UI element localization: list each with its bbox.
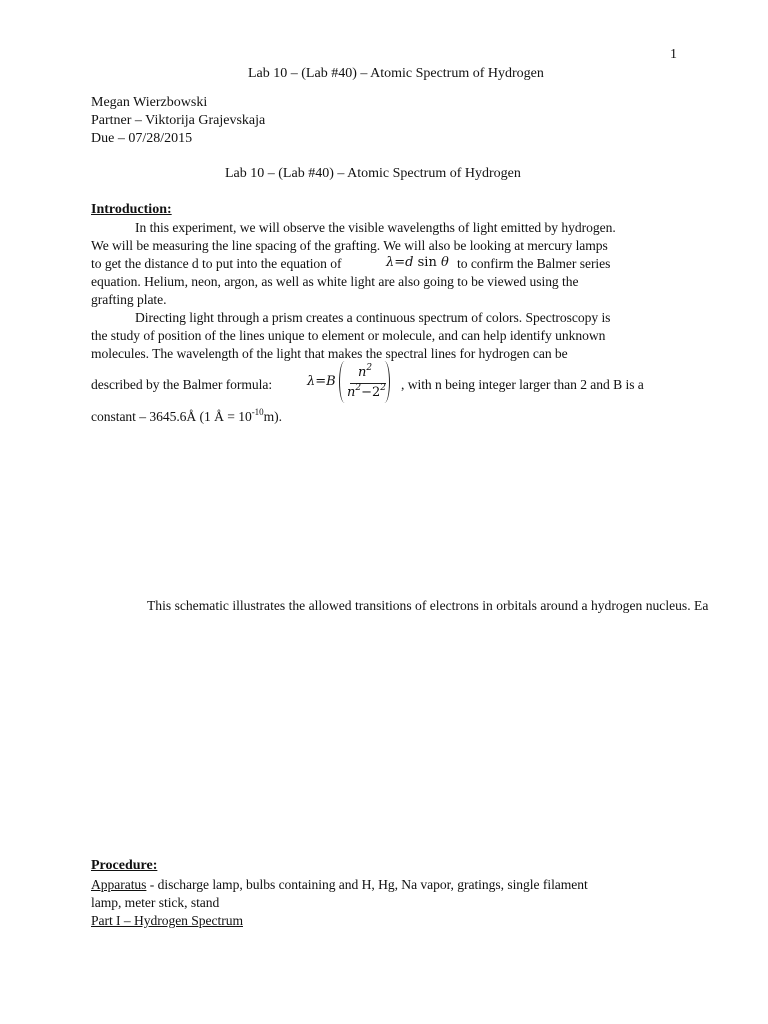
schematic-caption: This schematic illustrates the allowed transitions of electrons in orbitals around a hydrogen nucleus. Ea	[147, 598, 709, 613]
constant-exponent: -10	[251, 407, 264, 417]
intro-paragraph-1-line-4: equation. Helium, neon, argon, as well as white light are also going to be viewed using the	[91, 274, 579, 289]
constant-text: constant – 3645.6Å (1 Å = 10	[91, 409, 252, 424]
intro-paragraph-2-line-1: Directing light through a prism creates a continuous spectrum of colors. Spectroscopy is	[135, 310, 611, 325]
eq-d: d	[405, 255, 414, 270]
denominator-exponent: 2	[380, 383, 387, 393]
intro-paragraph-2-line-4-end: , with n being integer larger than 2 and B is a	[401, 377, 644, 392]
intro-paragraph-2-line-3: molecules. The wavelength of the light that makes the spectral lines for hydrogen can be	[91, 346, 568, 361]
due-date: Due – 07/28/2015	[91, 131, 193, 146]
grating-equation	[386, 255, 449, 270]
intro-paragraph-1-line-5: grafting plate.	[91, 292, 167, 307]
page-number: 1	[670, 47, 677, 62]
intro-paragraph-1-line-1: In this experiment, we will observe the visible wavelengths of light emitted by hydrogen.	[135, 220, 616, 235]
introduction-heading: Introduction:	[91, 202, 172, 217]
intro-paragraph-1-line-3-end: to confirm the Balmer series	[457, 256, 611, 271]
intro-paragraph-2-line-5	[91, 409, 282, 425]
constant-unit: m).	[263, 409, 282, 424]
numerator-exponent: 2	[366, 363, 373, 373]
apparatus-text: - discharge lamp, bulbs containing and H, Hg, Na vapor, gratings, single filament	[146, 877, 588, 892]
denominator-minus-two: −2	[361, 385, 381, 400]
balmer-lhs: λ=B	[307, 374, 336, 389]
eq-equals: =	[394, 255, 406, 270]
intro-paragraph-1-line-3-start: to get the distance d to put into the equation of	[91, 256, 342, 271]
intro-paragraph-2-line-2: the study of position of the lines unique to element or molecule, and can help identify unknown	[91, 328, 606, 343]
document-title: Lab 10 – (Lab #40) – Atomic Spectrum of Hydrogen	[225, 166, 521, 181]
apparatus-line-2: lamp, meter stick, stand	[91, 895, 220, 910]
partner-name: Partner – Viktorija Grajevskaja	[91, 113, 266, 128]
right-parenthesis	[379, 361, 390, 403]
intro-paragraph-2-line-4-start: described by the Balmer formula:	[91, 377, 273, 392]
procedure-heading: Procedure:	[91, 858, 158, 873]
part-1-heading: Part I – Hydrogen Spectrum	[91, 913, 243, 928]
author-name: Megan Wierzbowski	[91, 95, 208, 110]
numerator-n: n	[358, 365, 367, 380]
balmer-numerator	[358, 365, 372, 380]
apparatus-label: Apparatus	[91, 877, 147, 892]
header-title: Lab 10 – (Lab #40) – Atomic Spectrum of Hydrogen	[248, 66, 544, 81]
denominator-n: n	[347, 385, 356, 400]
apparatus-line-1	[91, 877, 588, 893]
eq-lambda: λ	[386, 255, 395, 270]
eq-sin: sin	[413, 255, 441, 270]
eq-theta: θ	[440, 255, 449, 270]
denominator-n-exponent: 2	[355, 383, 362, 393]
intro-paragraph-1-line-2: We will be measuring the line spacing of the grafting. We will also be looking at mercury lamps	[91, 238, 608, 253]
